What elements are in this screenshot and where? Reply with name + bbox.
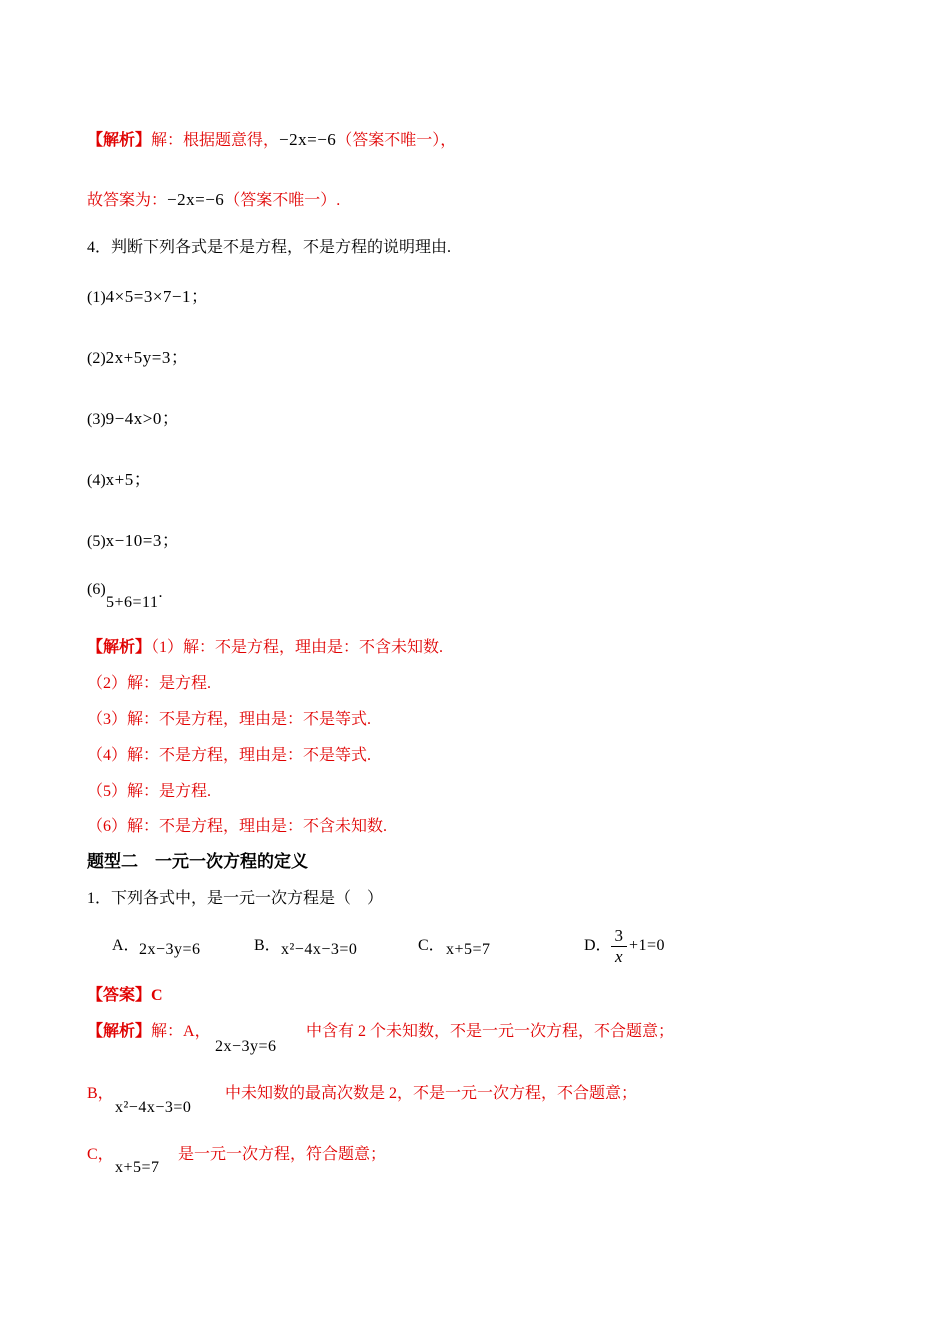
option-b-expression: x²−4x−3=0 <box>281 941 358 958</box>
equation: −2x=−6 <box>279 130 337 149</box>
item-number: (2) <box>87 350 106 367</box>
answer-text: 故答案为： <box>87 192 168 209</box>
analysis-label: 【解析】 <box>87 1023 152 1040</box>
analysis-text: （1）解：不是方程，理由是：不含未知数. <box>151 639 444 656</box>
analysis-text: 解：根据题意得， <box>151 132 280 149</box>
q4-item-4 <box>87 470 151 491</box>
q4-analysis-2: （2）解：是方程. <box>87 675 212 692</box>
item-number: (3) <box>87 411 106 428</box>
item-expression: x−10=3； <box>105 531 180 550</box>
analysis-c-expression: x+5=7 <box>115 1159 160 1176</box>
item-number: (1) <box>87 289 106 306</box>
option-d-label: D． <box>584 937 612 954</box>
question-1-stem: 1．下列各式中，是一元一次方程是（ ） <box>87 890 384 907</box>
option-d-fraction <box>611 926 627 967</box>
item-expression: 5+6=11 <box>106 594 159 611</box>
fraction-numerator: 3 <box>611 926 627 947</box>
option-a-expression: 2x−3y=6 <box>139 941 201 958</box>
q4-analysis-1 <box>87 638 443 658</box>
section-title: 题型二 一元一次方程的定义 <box>87 852 308 872</box>
answer-line <box>87 190 340 211</box>
q4-analysis-4: （4）解：不是方程，理由是：不是等式. <box>87 747 372 764</box>
q4-item-3 <box>87 409 179 430</box>
option-a-label: A． <box>112 937 140 954</box>
item-expression: 9−4x>0； <box>105 409 180 428</box>
fraction-denominator: x <box>614 947 624 966</box>
analysis-prefix: 解：A， <box>151 1023 211 1040</box>
analysis-note: （答案不唯一）， <box>336 132 457 149</box>
q4-analysis-5: （5）解：是方程. <box>87 783 212 800</box>
analysis-a-text: 中含有 2 个未知数，不是一元一次方程，不合题意； <box>306 1023 675 1040</box>
question-4-stem: 4．判断下列各式是不是方程，不是方程的说明理由. <box>87 239 452 256</box>
item-number: (4) <box>87 472 106 489</box>
analysis-b-prefix: B， <box>87 1085 114 1102</box>
equation: −2x=−6 <box>167 190 225 209</box>
item-expression: x+5； <box>105 470 152 489</box>
q4-item-5 <box>87 531 179 552</box>
analysis-c-text: 是一元一次方程，符合题意； <box>178 1146 387 1163</box>
analysis-b-expression: x²−4x−3=0 <box>115 1099 192 1116</box>
analysis-label: 【解析】 <box>87 639 152 656</box>
analysis-a-expression: 2x−3y=6 <box>215 1038 277 1055</box>
option-c-expression: x+5=7 <box>446 941 491 958</box>
item-number: (6) <box>87 581 106 598</box>
item-expression: 4×5=3×7−1； <box>105 287 209 306</box>
analysis-label: 【解析】 <box>87 132 152 149</box>
option-b-label: B． <box>254 937 281 954</box>
item-tail: . <box>158 584 163 601</box>
analysis-line-1 <box>87 130 456 151</box>
q4-item-6 <box>87 580 106 600</box>
analysis-b-text: 中未知数的最高次数是 2，不是一元一次方程，不合题意； <box>225 1085 638 1102</box>
answer-note: （答案不唯一）. <box>224 192 341 209</box>
q4-item-2 <box>87 348 188 369</box>
option-d-rest: +1=0 <box>629 937 666 954</box>
q1-analysis-a <box>87 1022 211 1042</box>
q4-item-1 <box>87 287 209 308</box>
option-c-label: C． <box>418 937 445 954</box>
item-number: (5) <box>87 533 106 550</box>
item-expression: 2x+5y=3； <box>105 348 189 367</box>
q4-analysis-6: （6）解：不是方程，理由是：不含未知数. <box>87 818 388 835</box>
answer-label: 【答案】C <box>87 987 163 1004</box>
q4-analysis-3: （3）解：不是方程，理由是：不是等式. <box>87 711 372 728</box>
q4-item-6-expression <box>106 584 163 613</box>
analysis-c-prefix: C， <box>87 1146 114 1163</box>
